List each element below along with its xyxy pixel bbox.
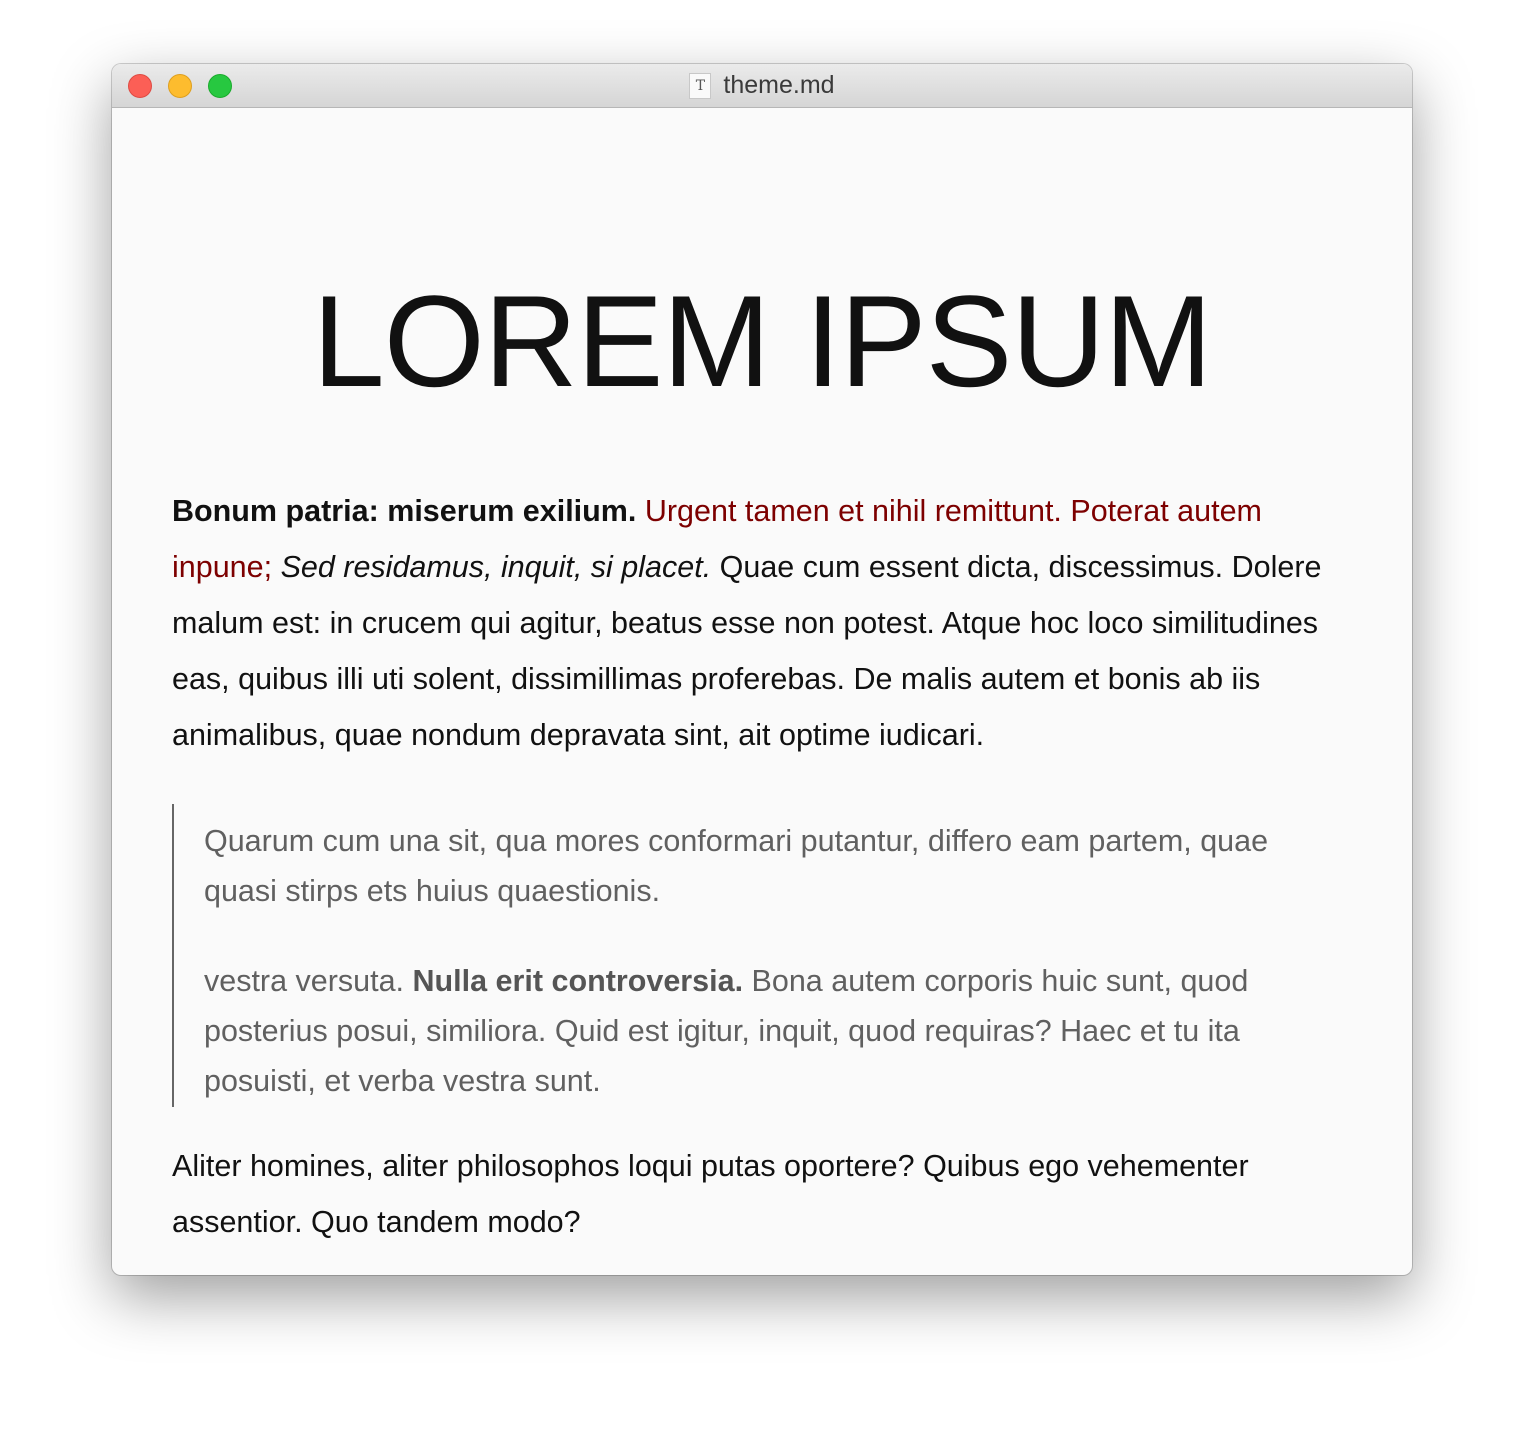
blockquote-paragraph-1: Quarum cum una sit, qua mores conformari putantur, differo eam partem, quae quasi stirps ets huius quaestionis. [204, 824, 1269, 908]
blockquote-text-rest: Bona autem corporis huic sunt, quod posterius posui, similiora. Quid est igitur, inquit, quod requiras? Haec et tu ita posuisti, et verba vestra sunt. [204, 964, 1249, 1098]
title-bar[interactable] [112, 64, 1412, 108]
blockquote-paragraph-2 [204, 956, 1324, 1106]
blockquote-bold-text: Nulla erit controversia. [412, 964, 744, 998]
paragraph-1 [172, 483, 1342, 763]
paragraph-1-text: Quae cum essent dicta, discessimus. Dolere malum est: in crucem qui agitur, beatus esse non potest. Atque hoc loco similitudines eas, quibus illi uti solent, dissimillimas proferebas. De malis autem et bonis ab iis animalibus, quae nondum depravata sint, ait optime iudicari. [172, 550, 1322, 752]
document-heading: LOREM IPSUM [312, 268, 1212, 414]
app-window [112, 64, 1412, 1275]
italic-text: Sed residamus, inquit, si placet. [280, 550, 712, 584]
link-text[interactable]: Urgent tamen et nihil remittunt. Poterat autem inpune; [172, 494, 1262, 584]
blockquote-text-start: vestra versuta. [204, 964, 405, 998]
document-icon[interactable]: T [689, 73, 711, 99]
bold-text: Bonum patria: miserum exilium. [172, 494, 637, 528]
window-title: theme.md [723, 71, 835, 99]
paragraph-2: Aliter homines, aliter philosophos loqui putas oportere? Quibus ego vehementer assentior. Quo tandem modo? [172, 1149, 1249, 1239]
blockquote [172, 804, 1322, 1107]
window-title-group [112, 64, 1412, 107]
